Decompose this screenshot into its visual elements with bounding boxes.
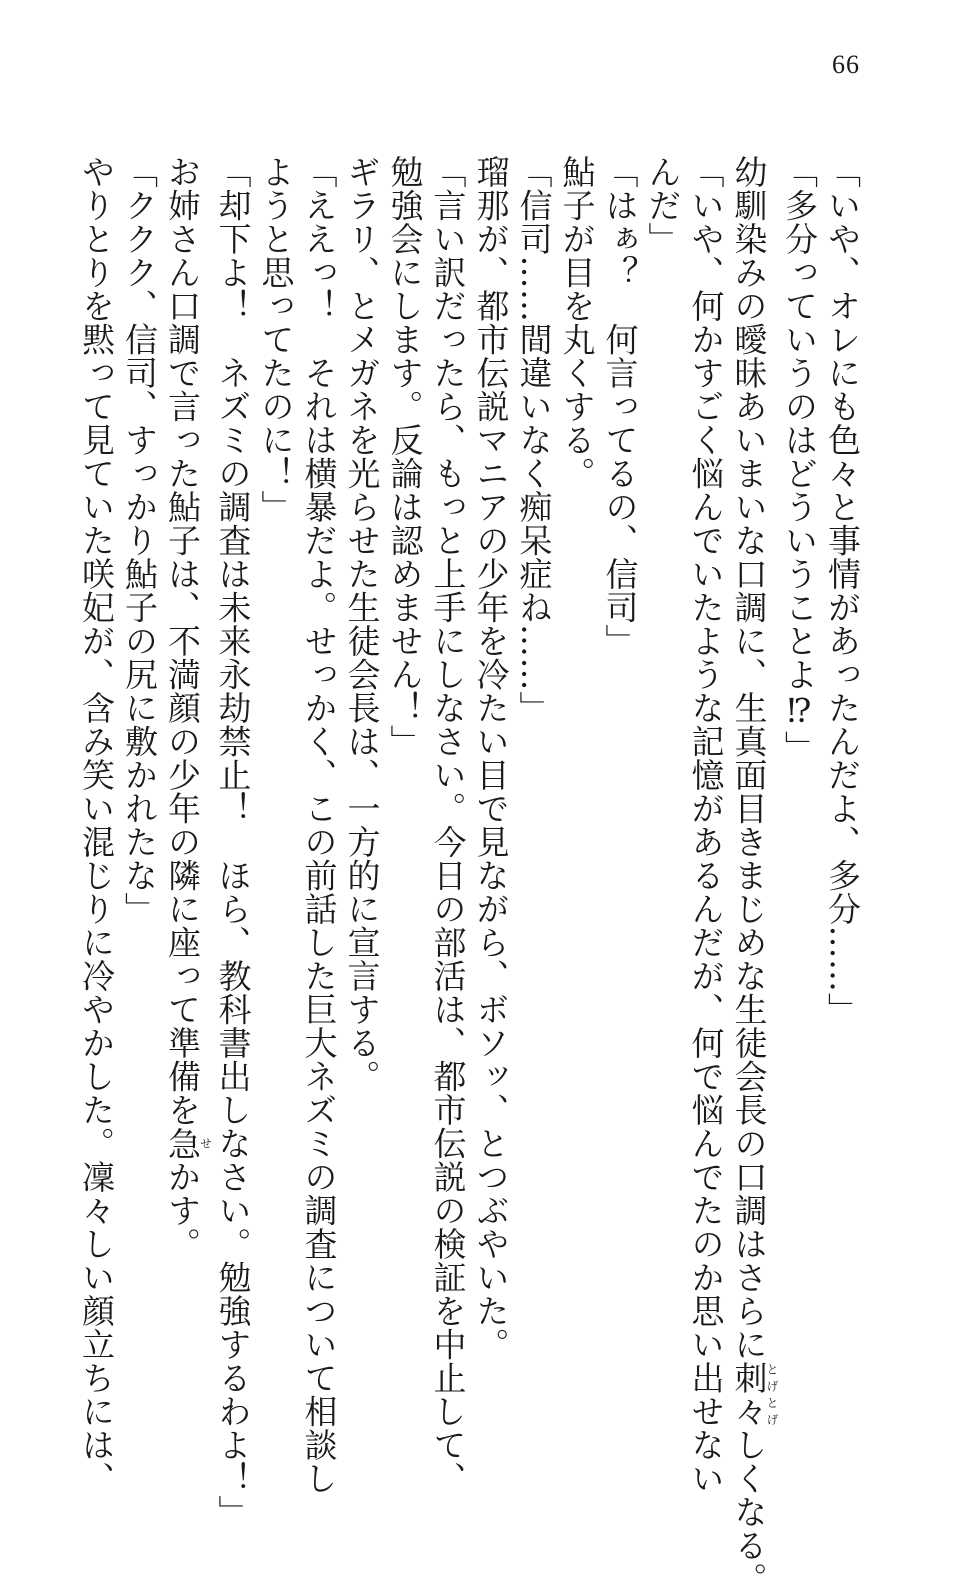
text-line-16: お姉さん口調で言った鮎子は、不満顔の少年の隣に座って準備を急せかす。 xyxy=(163,155,213,1261)
text-line-17: 「ククク、信司、すっかり鮎子の尻に敷かれたな」 xyxy=(120,155,159,926)
text-line-6: 「はぁ？ 何言ってるの、信司」 xyxy=(600,155,640,658)
text-line-10: 「言い訳だったら、もっと上手にしなさい。今日の部活は、都市伝説の検証を中止して、 xyxy=(428,155,468,1495)
furigana-togetoge: 刺々とげとげ xyxy=(729,1361,779,1428)
text-line-18: やりとりを黙って見ていた咲妃が、含み笑い混じりに冷やかした。凜々しい顔立ちには、 xyxy=(77,155,116,1495)
text-line-7: 鮎子が目を丸くする。 xyxy=(557,155,597,490)
text-line-8: 「信司……間違いなく痴呆症ね……」 xyxy=(514,155,554,725)
text-line-3: 幼馴染みの曖昧あいまいな口調に、生真面目きまじめな生徒会長の口調はさらに刺々とげとげしくなる。 xyxy=(729,155,779,1596)
furigana-se: 急せ xyxy=(163,1126,213,1160)
text-line-1: 「いや、オレにも色々と事情があったんだよ、多分……」 xyxy=(823,155,862,1026)
text-line-2: 「多分っていうのはどういうことよ⁉」 xyxy=(780,155,819,764)
text-line-4: 「いや、何かすごく悩んでいたような記憶があるんだが、何で悩んでたのか思い出せない xyxy=(686,155,726,1495)
text-line-5: んだ」 xyxy=(643,155,683,256)
text-line-12: ギラリ、とメガネを光らせた生徒会長は、一方的に宣言する。 xyxy=(342,155,382,1093)
vertical-body-text xyxy=(77,155,864,1596)
text-line-13: 「ええっ！ それは横暴だよ。せっかく、この前話した巨大ネズミの調査について相談し xyxy=(299,155,339,1495)
page-number: 66 xyxy=(832,50,860,79)
text-line-14: ようと思ってたのに！」 xyxy=(256,155,296,524)
text-line-15: 「却下よ！ ネズミの調査は未来永劫禁止！ ほら、教科書出しなさい。勉強するわよ！」 xyxy=(213,155,253,1529)
text-line-9: 瑠那が、都市伝説マニアの少年を冷たい目で見ながら、ボソッ、とつぶやいた。 xyxy=(471,155,511,1361)
text-line-11: 勉強会にします。反論は認めません！」 xyxy=(385,155,425,758)
